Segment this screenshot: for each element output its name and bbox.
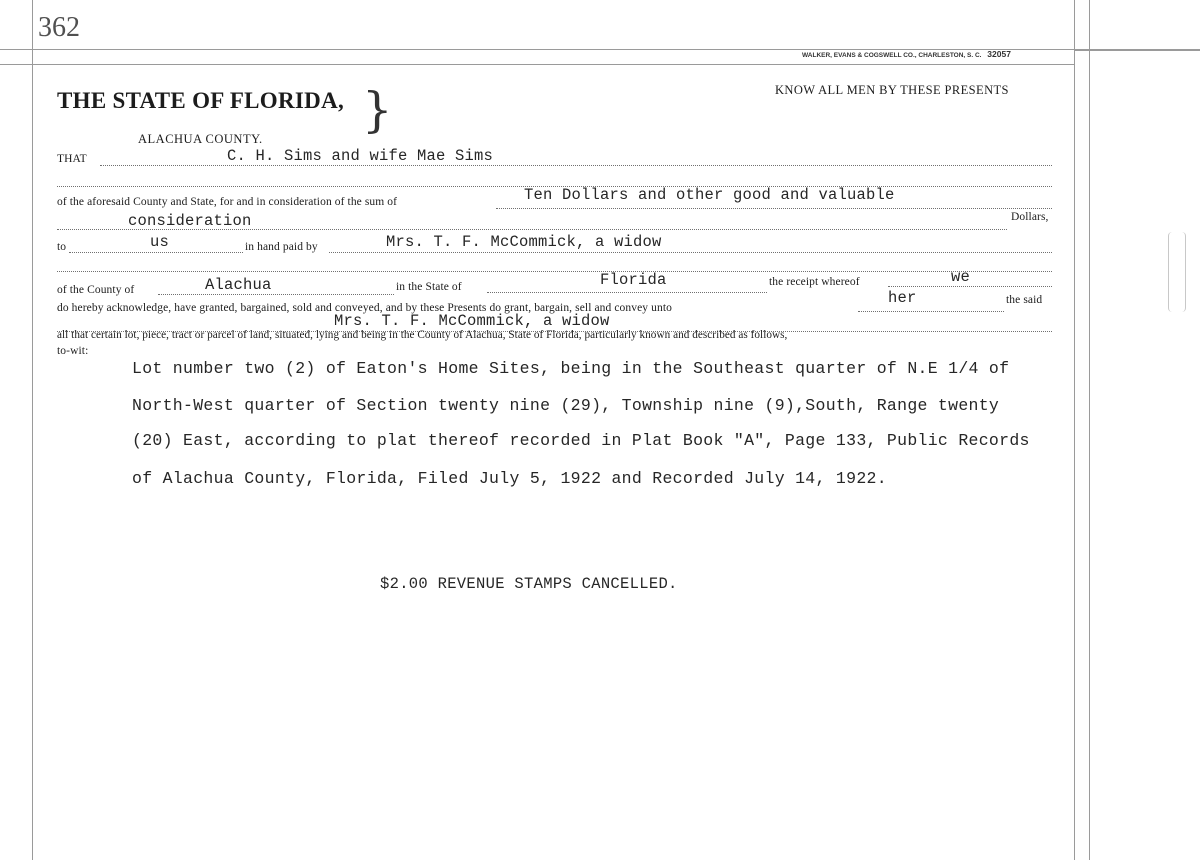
unto-value: her — [888, 289, 917, 307]
state-value: Florida — [600, 271, 667, 289]
revenue-stamps-note: $2.00 REVENUE STAMPS CANCELLED. — [380, 575, 678, 593]
the-said-label: the said — [1006, 294, 1043, 306]
to-value: us — [150, 233, 170, 251]
know-all-men: KNOW ALL MEN BY THESE PRESENTS — [775, 83, 1009, 97]
county-dotted-line — [158, 294, 394, 295]
top-rule-second — [0, 64, 1075, 65]
top-rule-right — [1075, 50, 1200, 51]
paid-by-dotted-line — [329, 252, 1052, 253]
blank-line-2 — [57, 271, 1052, 272]
description-line-2: North-West quarter of Section twenty nine (29), Township nine (9),South, Range twenty — [132, 396, 1000, 415]
receipt-label: the receipt whereof — [769, 276, 860, 288]
state-of-label: in the State of — [396, 281, 462, 293]
county-of-label: of the County of — [57, 284, 135, 296]
right-margin-line-2 — [1089, 0, 1090, 860]
page-number: 362 — [38, 12, 80, 43]
description-line-4: of Alachua County, Florida, Filed July 5, 1922 and Recorded July 14, 1922. — [132, 469, 887, 488]
description-line-1: Lot number two (2) of Eaton's Home Sites, being in the Southeast quarter of N.E 1/4 of — [132, 359, 1010, 378]
sum-value-line2: consideration — [128, 212, 252, 230]
land-description-clause: all that certain lot, piece, tract or parcel of land, situated, lying and being in the County of Alachua, State of Florida, particularly known and described as follows, — [57, 329, 788, 341]
grantee-name: Mrs. T. F. McCommick, a widow — [334, 312, 610, 330]
sum-value-line1: Ten Dollars and other good and valuable — [524, 186, 895, 204]
left-margin-line — [32, 0, 33, 860]
that-dotted-line — [100, 165, 1052, 166]
unto-dotted-line — [858, 311, 1004, 312]
grantor-name: C. H. Sims and wife Mae Sims — [227, 147, 494, 165]
form-number: 32057 — [987, 49, 1011, 59]
consideration-label: of the aforesaid County and State, for and in consideration of the sum of — [57, 196, 398, 208]
binding-mark — [1168, 232, 1186, 312]
county-value: Alachua — [205, 276, 272, 294]
receipt-value: we — [951, 268, 971, 286]
paid-by-value: Mrs. T. F. McCommick, a widow — [386, 233, 662, 251]
hand-paid-label: in hand paid by — [245, 241, 318, 253]
that-label: THAT — [57, 153, 87, 165]
header-brace: } — [362, 82, 393, 138]
receipt-dotted-line — [888, 286, 1052, 287]
description-line-3: (20) East, according to plat thereof recorded in Plat Book "A", Page 133, Public Records — [132, 431, 1030, 450]
dollars-label: Dollars, — [1011, 211, 1049, 223]
to-wit-label: to-wit: — [57, 345, 89, 357]
state-title: THE STATE OF FLORIDA, — [57, 88, 345, 113]
sum-dotted-line — [496, 208, 1052, 209]
top-rule — [0, 49, 1200, 50]
county-label: ALACHUA COUNTY. — [138, 132, 263, 146]
state-dotted-line — [487, 292, 767, 293]
to-label: to — [57, 241, 67, 253]
printer-name: WALKER, EVANS & COGSWELL CO., CHARLESTON, S. C. — [802, 52, 982, 59]
printer-imprint — [802, 49, 1011, 59]
to-dotted-line — [69, 252, 243, 253]
right-margin-line — [1074, 0, 1075, 860]
acknowledge-text: do hereby acknowledge, have granted, bargained, sold and conveyed, and by these Presents do grant, bargain, sell and convey unto — [57, 302, 672, 314]
